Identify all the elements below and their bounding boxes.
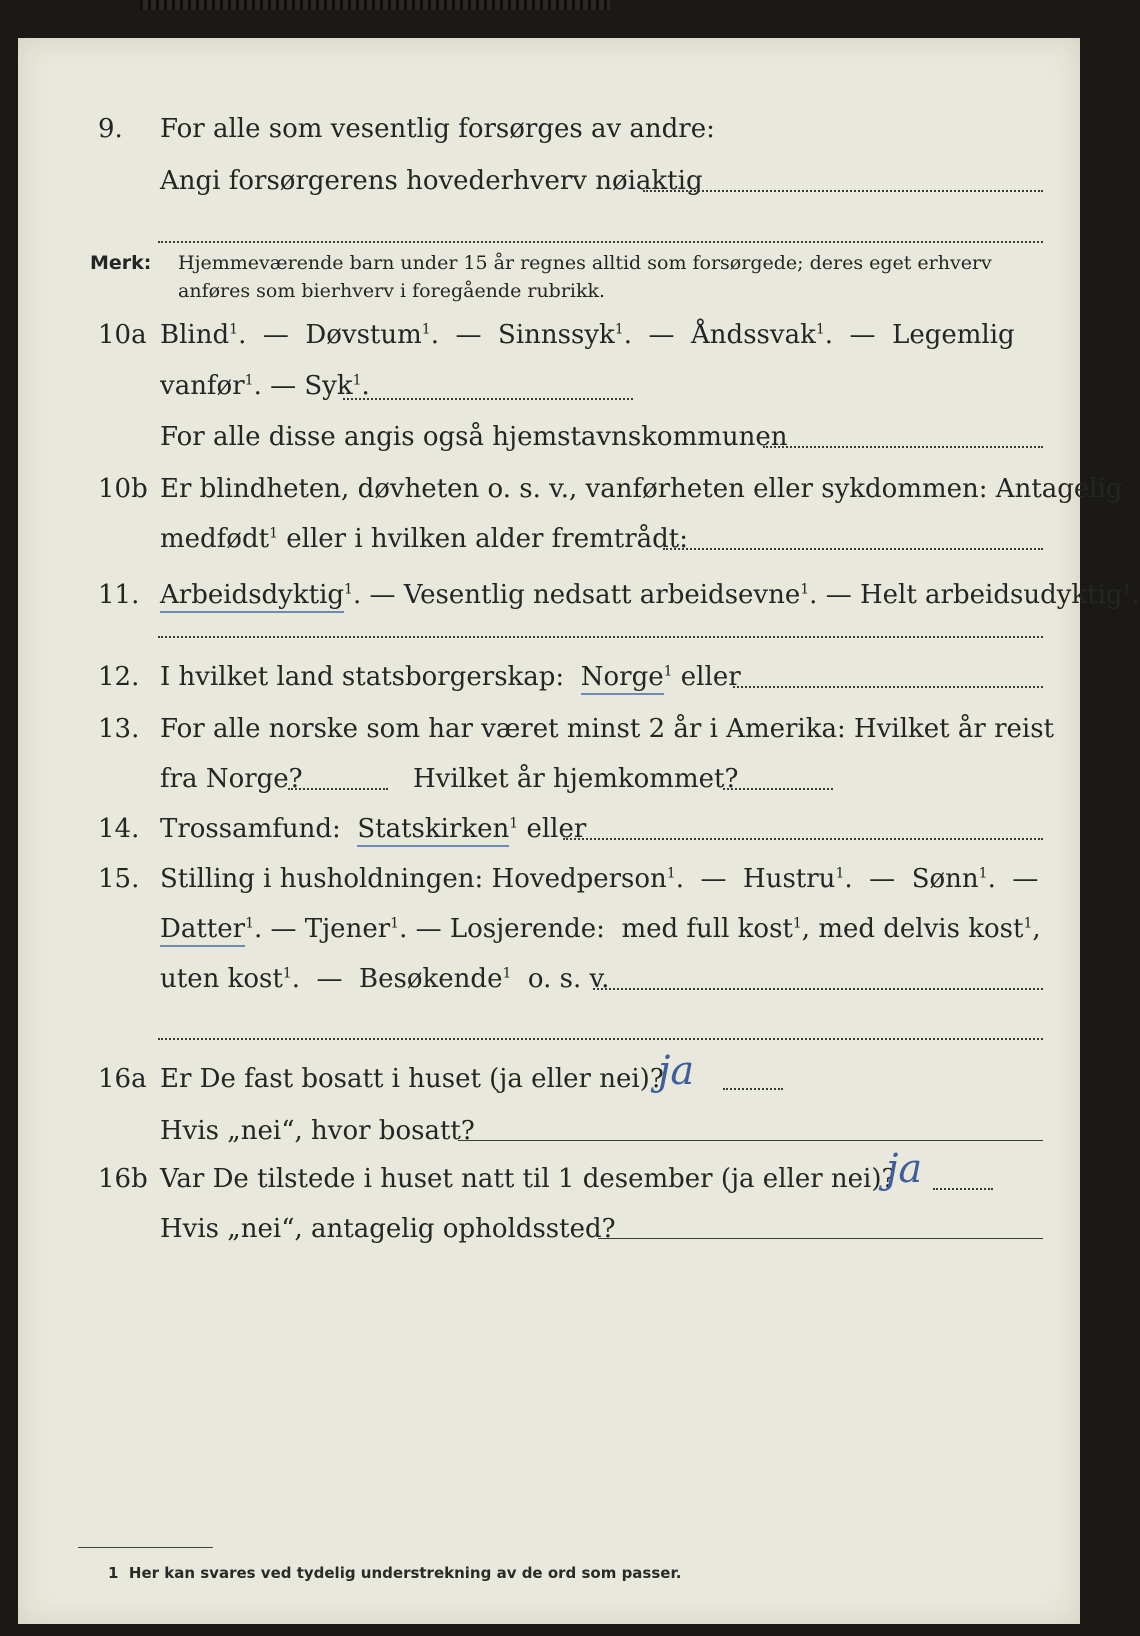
answer-line-14[interactable] [563,838,1043,840]
answer-line-12[interactable] [733,686,1043,688]
form-page: 9. For alle som vesentlig forsørges av andre: Angi forsørgerens hovederhverv nøiaktig Merk: Hjemmeværende barn under 15 år regnes alltid som forsørgede; deres eget erhverv anføres som bierhverv i foregående rubrikk. 10a Blind$^1$. — Døvstum$^1$. — Sinnssyk$^1$. — Åndssvak$^1$. — Legemlig vanfør$^1$. — Syk$^1$. For alle disse angis også hjemstavnskommunen 10b Er blindheten, døvheten o. s. v., vanførheten eller sykdommen: Antagelig medfødt$^1$ eller i hvilken alder fremtrådt: 11. Arbeidsdyktig$^1$. — Vesentlig nedsatt arbeidsevne$^1$. — Helt arbeidsudyktig$^1$. 12. I hvilket land statsborgerskap: Norge$^1$ eller 13. For alle norske som har været minst 2 år i Amerika: Hvilket år reist fra Norge? Hvilket år hjemkommet? 14. Trossamfund: Statskirken$^1$ eller 15. Stilling i husholdningen: Hovedperson$^1$. — Hustru$^1$. — Sønn$^1$. — Datter$^1$. — Tjener$^1$. — Losjerende: med full kost$^1$, med delvis kost$^1$, uten kost$^1$. — Besøkende$^1$ o. s. v. 16a Er De fast bosatt i huset (ja eller nei)? ja Hvis „nei“, hvor bosatt? 16b Var De tilstede i huset natt til 1 desember (ja eller nei)? ja Hvis „nei“, antagelig opholdssted? [18,38,1080,1624]
answer-line-10a[interactable] [343,398,633,400]
underlined-answer-norge: Norge [581,662,664,695]
footnote-divider [78,1547,213,1548]
answer-line-11[interactable] [158,636,1043,638]
answer-line-16a-bosatt[interactable] [458,1140,1043,1141]
answer-line-15[interactable] [593,988,1043,990]
handwritten-answer-16a: ja [658,1048,695,1094]
answer-line-13-reist[interactable] [288,788,388,790]
answer-line-9b[interactable] [158,241,1043,243]
answer-line-16b[interactable] [933,1188,993,1190]
answer-line-16a[interactable] [723,1088,783,1090]
answer-line-13-hjem[interactable] [723,788,833,790]
punch-holes [140,0,610,10]
answer-line-10b[interactable] [663,548,1043,550]
underlined-answer-datter: Datter [160,914,245,947]
answer-line-9[interactable] [643,190,1043,192]
footnote: 1 Her kan svares ved tydelig understrekning av de ord som passer. [108,1564,682,1582]
underlined-answer-arbeidsdyktig: Arbeidsdyktig [160,580,344,613]
answer-line-15b[interactable] [158,1038,1043,1040]
handwritten-answer-16b: ja [886,1146,923,1192]
answer-line-16b-opholdssted[interactable] [598,1238,1043,1239]
answer-line-10a-kommune[interactable] [763,446,1043,448]
underlined-answer-statskirken: Statskirken [357,814,509,847]
